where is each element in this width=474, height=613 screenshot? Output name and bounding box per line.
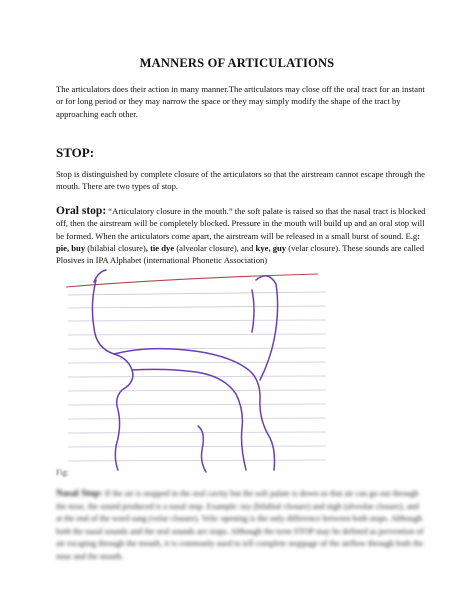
example-alveolar: , tie dye xyxy=(145,242,175,253)
ruled-lines xyxy=(68,292,326,461)
stop-paragraph: Stop is distinguished by complete closure of the articulators so that the airstream cannot escape through the mouth. There are two types of stop. xyxy=(56,169,425,192)
example-alveolar-note: (alveolar closure), and xyxy=(174,242,256,253)
ink-outline xyxy=(92,270,277,472)
vocal-tract-sketch xyxy=(56,250,326,475)
page-title: MANNERS OF ARTICULATIONS xyxy=(139,56,335,70)
example-bilabial: : pie, buy xyxy=(56,230,421,253)
oral-stop-text: “Articulatory closure in the mouth.” the soft palate is raised so that the nasal tract is blocked off, then the airstream will be completely blocked. Pressure in the mouth will build up and an oral stop will be formed. When the articulators come apart, the airstream will be released in a small burst of sound. E.g xyxy=(56,206,426,241)
stop-heading: STOP: xyxy=(56,145,95,160)
figure-label: Fig: xyxy=(56,468,69,477)
nasal-stop-heading: Nasal Stop: xyxy=(56,489,103,499)
pencil-line xyxy=(66,274,318,287)
example-velar: kye, guy xyxy=(255,242,287,253)
nasal-stop-text: If the air is stopped in the oral cavity but the soft palate is down so that air can go out through the nose, the sound produced is a nasal stop. Example: my (bilabial closure) and nigh (alveolar closure), and at the end of the word sang (velar closure). Velic opening is the only difference between both stops. Although both the nasal sounds and the oral sounds are stops. Although the term STOP may be defined as prevention of air escaping through the mouth, it is commonly used to tell complete stoppage of the airflow through both the nose and the mouth. xyxy=(56,489,424,561)
intro-paragraph: The articulators does their action in many manner.The articulators may close off the oral tract for an instant or for long period or they may narrow the space or they may simply modify the shape of the tract by approaching each other. xyxy=(56,84,425,119)
nasal-stop-paragraph xyxy=(56,488,426,564)
example-bilabial-note: (bilabial closure) xyxy=(85,242,146,253)
oral-stop-heading: Oral stop: xyxy=(56,205,107,217)
oral-stop-text-end: (velar closure). These sounds are called Plosives in IPA Alphabet (international Phonetic Association) xyxy=(56,242,425,266)
